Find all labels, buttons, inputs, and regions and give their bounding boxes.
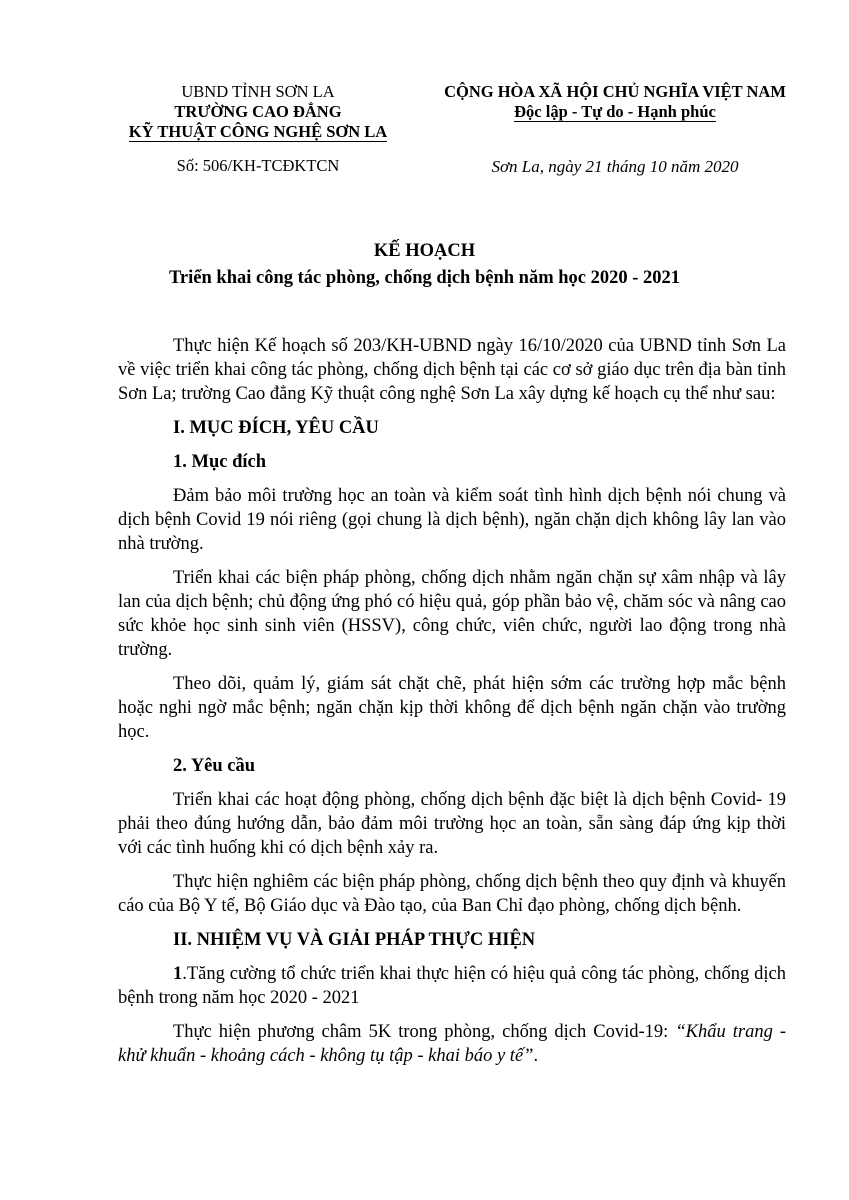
header-left (108, 82, 408, 176)
5k-lead: Thực hiện phương châm 5K trong phòng, chống dịch Covid-19: (173, 1022, 676, 1042)
paragraph: Thực hiện nghiêm các biện pháp phòng, chống dịch bệnh theo quy định và khuyến cáo của Bộ Y tế, Bộ Giáo dục và Đào tạo, của Ban Chỉ đạo phòng, chống dịch bệnh. (118, 872, 786, 916)
republic-name: CỘNG HÒA XÃ HỘI CHỦ NGHĨA VIỆT NAM (444, 82, 786, 101)
paragraph: Theo dõi, quảm lý, giám sát chặt chẽ, phát hiện sớm các trường hợp mắc bệnh hoặc nghi ngờ mắc bệnh; ngăn chặn kịp thời không để dịch bệnh ngăn chặn vào trường học. (118, 674, 786, 742)
header-right (440, 82, 790, 122)
subheading-purpose: 1. Mục đích (173, 452, 267, 472)
section-heading-2: II. NHIỆM VỤ VÀ GIẢI PHÁP THỰC HIỆN (173, 930, 536, 950)
document-title: KẾ HOẠCH (373, 241, 476, 261)
document-number: Số: 506/KH-TCĐKTCN (176, 156, 340, 175)
paragraph: Triển khai các hoạt động phòng, chống dịch bệnh đặc biệt là dịch bệnh Covid- 19 phải theo đúng hướng dẫn, bảo đảm môi trường học an toàn, sẵn sàng đáp ứng kịp thời với các tình huống khi có dịch bệnh xảy ra. (118, 790, 786, 858)
school-name-line2: KỸ THUẬT CÔNG NGHỆ SƠN LA (128, 122, 388, 141)
national-motto: Độc lập - Tự do - Hạnh phúc (514, 102, 716, 121)
subheading-requirements: 2. Yêu cầu (173, 756, 256, 776)
school-name-line1: TRƯỜNG CAO ĐẲNG (174, 102, 342, 121)
task-text: .Tăng cường tổ chức triển khai thực hiện có hiệu quả công tác phòng, chống dịch bệnh trong năm học 2020 - 2021 (118, 964, 786, 1008)
paragraph: Đảm bảo môi trường học an toàn và kiểm soát tình hình dịch bệnh nói chung và dịch bệnh Covid 19 nói riêng (gọi chung là dịch bệnh), ngăn chặn dịch không lây lan vào nhà trường. (118, 486, 786, 554)
paragraph: Triển khai các biện pháp phòng, chống dịch nhằm ngăn chặn sự xâm nhập và lây lan của dịch bệnh; chủ động ứng phó có hiệu quả, góp phần bảo vệ, chăm sóc và nâng cao sức khỏe học sinh sinh viên (HSSV), công chức, viên chức, người lao động trong nhà trường. (118, 568, 786, 660)
agency-name: UBND TỈNH SƠN LA (181, 82, 335, 101)
issue-date: Sơn La, ngày 21 tháng 10 năm 2020 (491, 157, 739, 176)
5k-end: . (533, 1046, 539, 1066)
paragraph-5k (118, 1020, 786, 1068)
intro-paragraph: Thực hiện Kế hoạch số 203/KH-UBND ngày 16/10/2020 của UBND tỉnh Sơn La về việc triển khai công tác phòng, chống dịch bệnh tại các cơ sở giáo dục trên địa bàn tỉnh Sơn La; trường Cao đẳng Kỹ thuật công nghệ Sơn La xây dựng kế hoạch cụ thể như sau: (118, 336, 786, 404)
document-body (118, 334, 786, 1078)
section-heading-1: I. MỤC ĐÍCH, YÊU CẦU (173, 418, 379, 438)
paragraph-task-1 (118, 962, 786, 1010)
5k-quote: “Khẩu trang - khử khuẩn - khoảng cách - không tụ tập - khai báo y tế” (118, 1022, 786, 1066)
document-subtitle: Triển khai công tác phòng, chống dịch bệnh năm học 2020 - 2021 (168, 268, 681, 288)
task-number: 1 (173, 964, 183, 984)
